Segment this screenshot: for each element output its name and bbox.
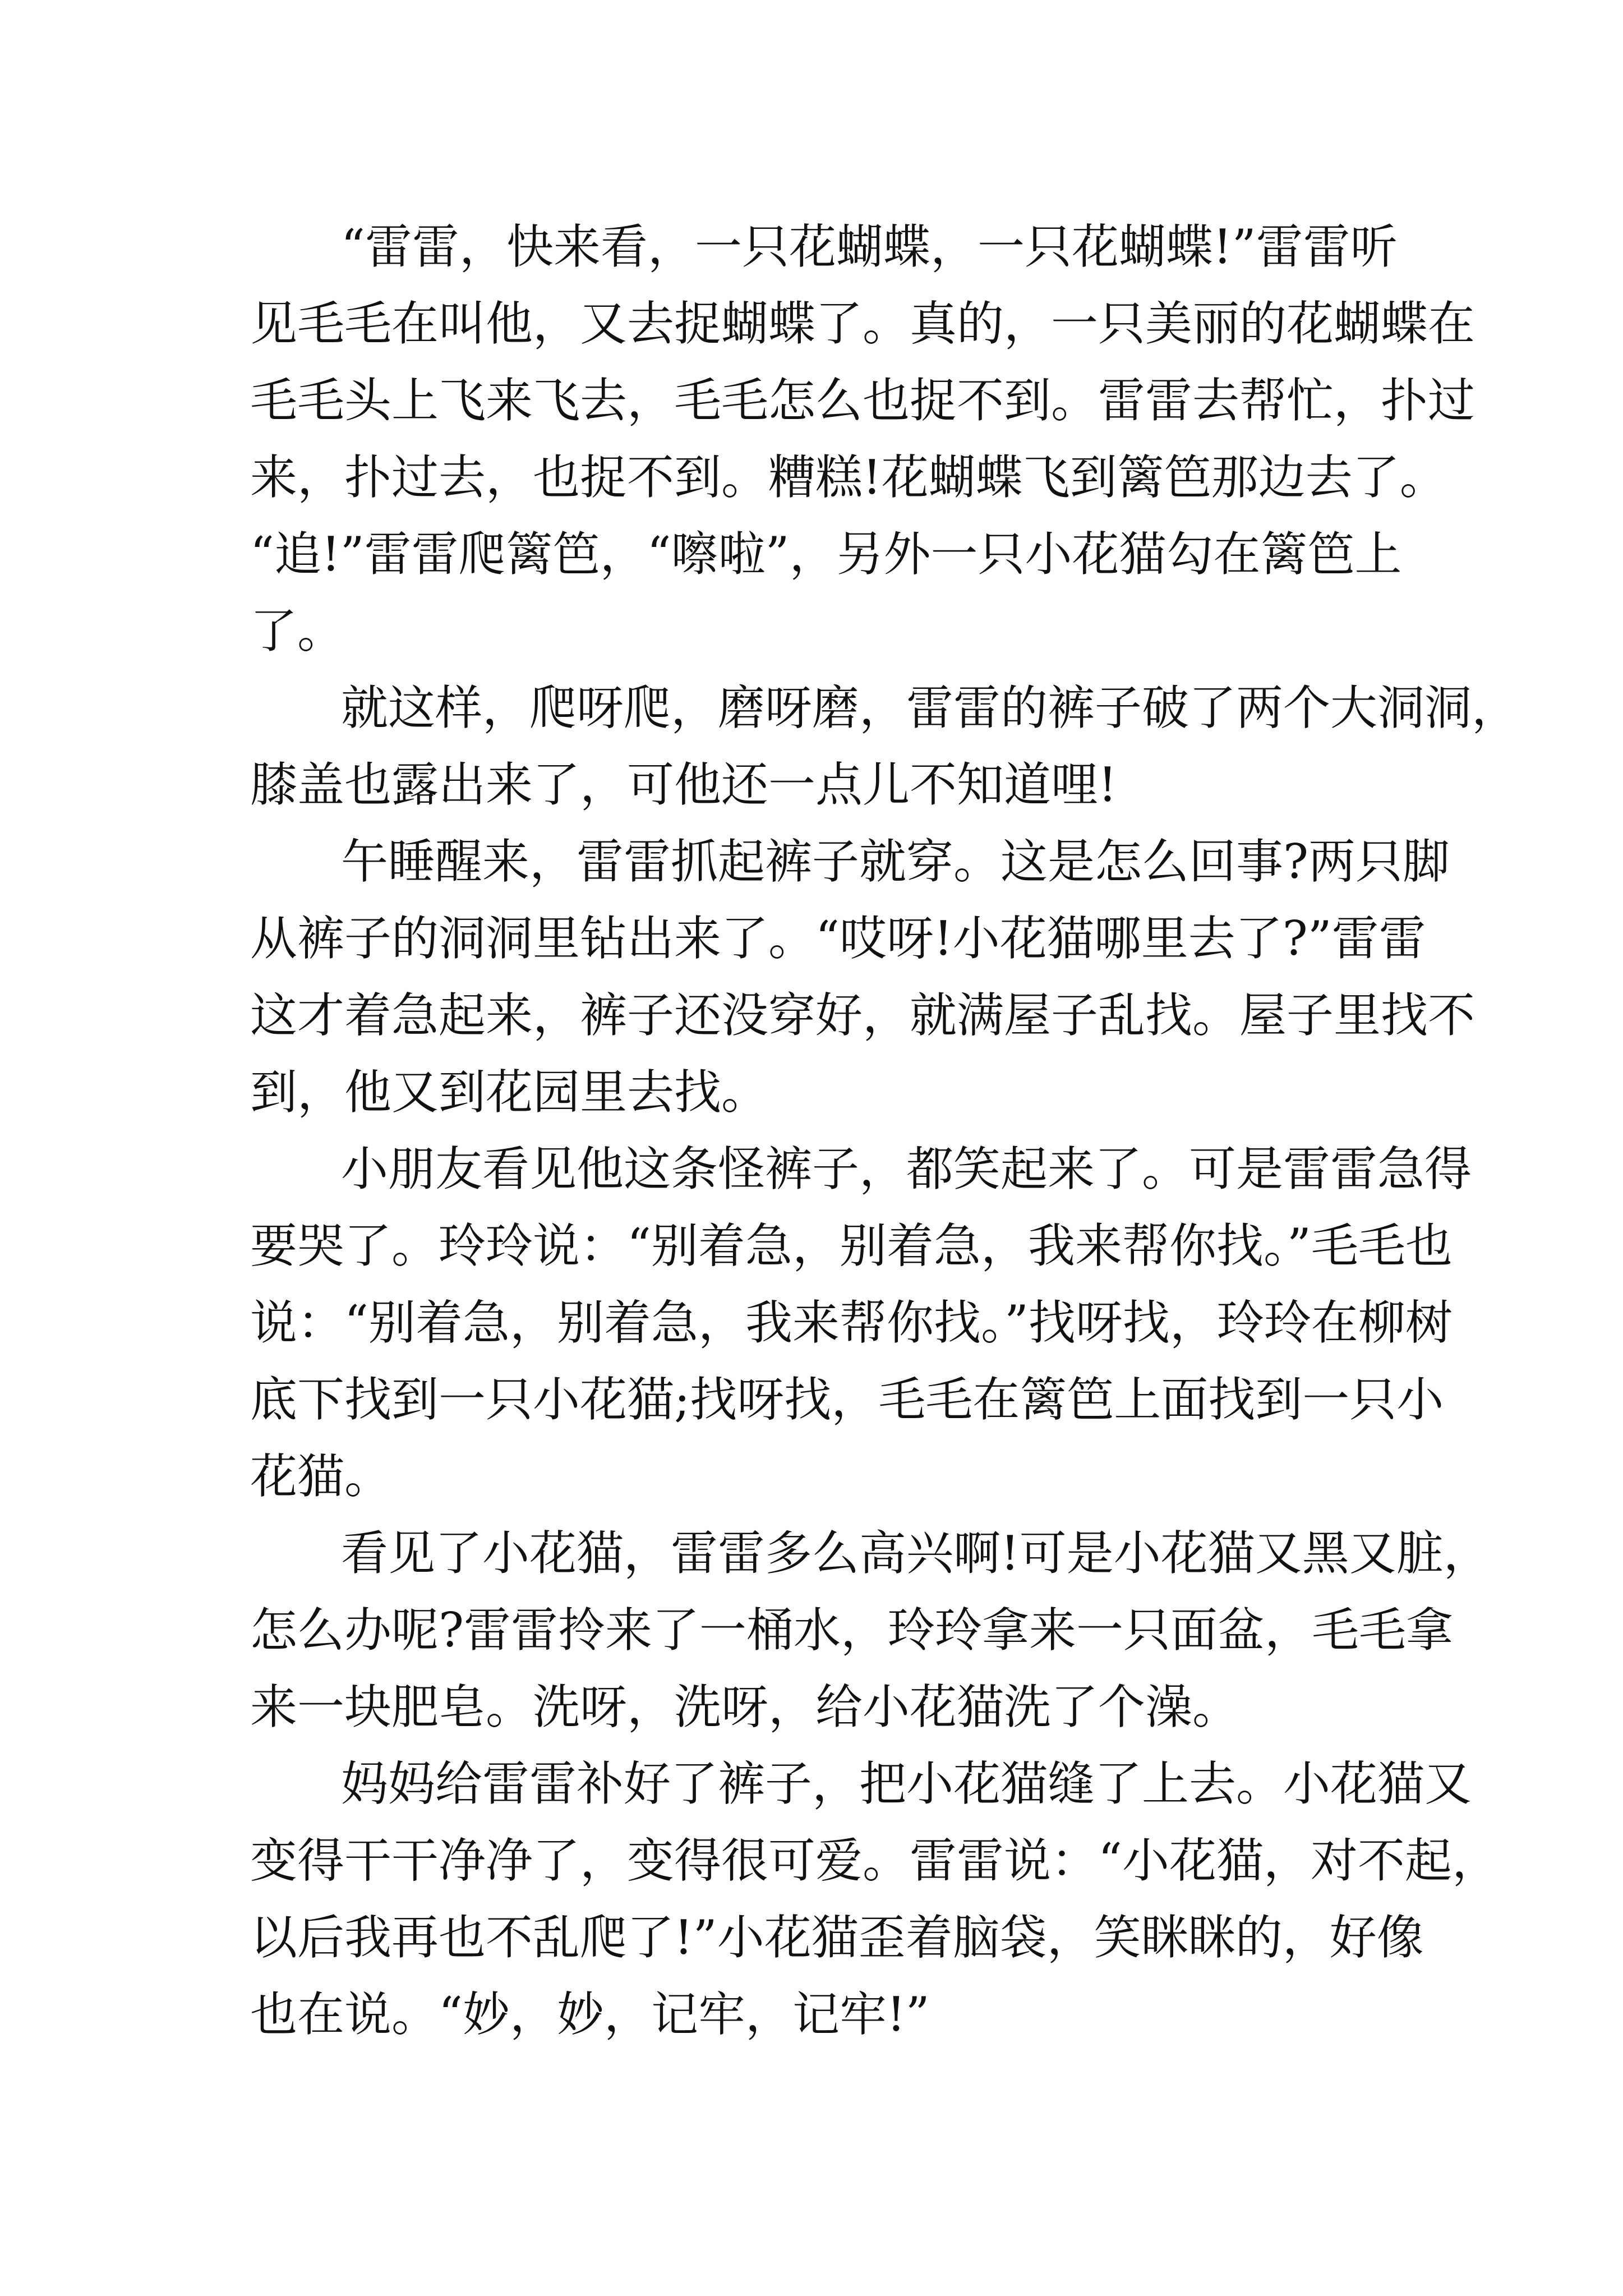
text-line: 到，他又到花园里去找。 bbox=[250, 1065, 769, 1120]
text-line: 来，扑过去，也捉不到。糟糕!花蝴蝶飞到篱笆那边去了。 bbox=[250, 450, 1447, 505]
paragraph-6 bbox=[250, 1746, 1499, 2053]
text-line: 这才着急起来，裤子还没穿好，就满屋子乱找。屋子里找不 bbox=[250, 988, 1476, 1043]
text-line: “追!”雷雷爬篱笆，“嚓啦”，另外一只小花猫勾在篱笆上 bbox=[250, 527, 1402, 582]
text-line: 见毛毛在叫他，又去捉蝴蝶了。真的，一只美丽的花蝴蝶在 bbox=[250, 296, 1476, 351]
text-line: 小朋友看见他这条怪裤子，都笑起来了。可是雷雷急得 bbox=[341, 1142, 1472, 1197]
paragraph-1 bbox=[250, 209, 1476, 670]
text-line: 以后我再也不乱爬了!”小花猫歪着脑袋，笑眯眯的，好像 bbox=[250, 1910, 1424, 1965]
paragraph-5 bbox=[250, 1515, 1491, 1746]
text-line: 妈妈给雷雷补好了裤子，把小花猫缝了上去。小花猫又 bbox=[341, 1756, 1472, 1811]
text-line: 就这样，爬呀爬，磨呀磨，雷雷的裤子破了两个大洞洞， bbox=[341, 680, 1519, 735]
text-line: 膝盖也露出来了，可他还一点儿不知道哩! bbox=[250, 757, 1117, 812]
paragraph-2 bbox=[250, 670, 1519, 823]
paragraph-3 bbox=[250, 823, 1476, 1131]
text-line: 了。 bbox=[250, 604, 345, 659]
text-line: 毛毛头上飞来飞去，毛毛怎么也捉不到。雷雷去帮忙，扑过 bbox=[250, 373, 1476, 428]
text-line: 也在说。“妙，妙，记牢，记牢!” bbox=[250, 1987, 930, 2042]
text-line: “雷雷，快来看，一只花蝴蝶，一只花蝴蝶!”雷雷听 bbox=[341, 219, 1398, 274]
paragraph-4 bbox=[250, 1131, 1472, 1515]
text-line: 底下找到一只小花猫;找呀找，毛毛在篱笆上面找到一只小 bbox=[250, 1372, 1444, 1427]
text-line: 来一块肥皂。洗呀，洗呀，给小花猫洗了个澡。 bbox=[250, 1680, 1240, 1734]
story-text bbox=[250, 209, 1519, 2053]
text-line: 怎么办呢?雷雷拎来了一桶水，玲玲拿来一只面盆，毛毛拿 bbox=[250, 1603, 1454, 1658]
text-line: 看见了小花猫，雷雷多么高兴啊!可是小花猫又黑又脏， bbox=[341, 1526, 1491, 1581]
text-line: 变得干干净净了，变得很可爱。雷雷说：“小花猫，对不起， bbox=[250, 1833, 1499, 1888]
text-line: 花猫。 bbox=[250, 1449, 392, 1504]
text-line: 说：“别着急，别着急，我来帮你找。”找呀找，玲玲在柳树 bbox=[250, 1295, 1453, 1350]
text-line: 要哭了。玲玲说：“别着急，别着急，我来帮你找。”毛毛也 bbox=[250, 1218, 1453, 1273]
text-line: 午睡醒来，雷雷抓起裤子就穿。这是怎么回事?两只脚 bbox=[341, 834, 1450, 889]
text-line: 从裤子的洞洞里钻出来了。“哎呀!小花猫哪里去了?”雷雷 bbox=[250, 911, 1426, 966]
